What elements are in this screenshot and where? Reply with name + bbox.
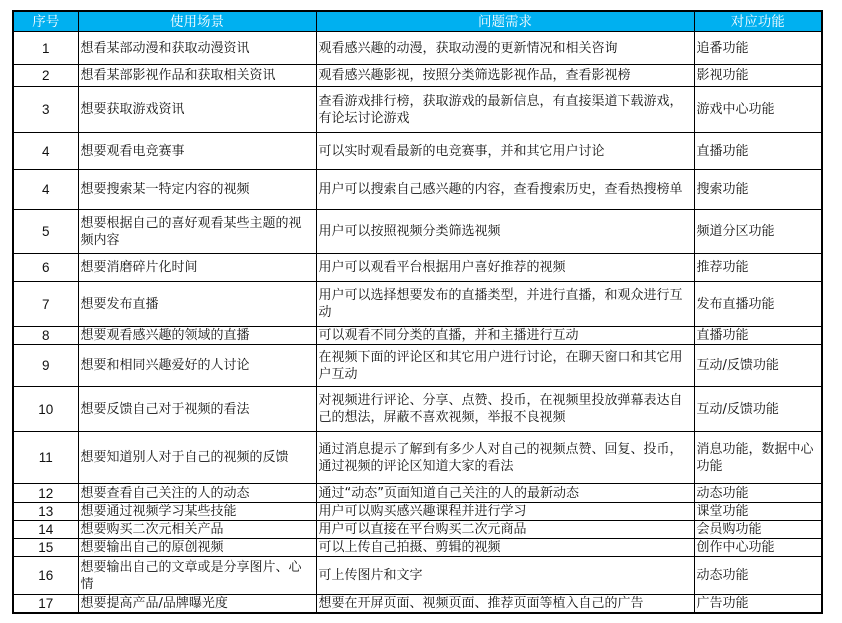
table-body bbox=[13, 32, 822, 614]
row-number: 2 bbox=[13, 65, 78, 87]
row-number: 10 bbox=[13, 387, 78, 432]
header-no: 序号 bbox=[13, 11, 78, 32]
scenario-cell: 想要提高产品/品牌曝光度 bbox=[78, 595, 316, 614]
scenario-cell: 想要反馈自己对于视频的看法 bbox=[78, 387, 316, 432]
scenario-cell: 想要观看电竞赛事 bbox=[78, 133, 316, 170]
header-feature: 对应功能 bbox=[694, 11, 822, 32]
table-row bbox=[13, 345, 822, 387]
need-cell: 用户可以直接在平台购买二次元商品 bbox=[316, 521, 694, 539]
row-number: 3 bbox=[13, 87, 78, 133]
feature-cell: 动态功能 bbox=[694, 484, 822, 503]
table-row bbox=[13, 387, 822, 432]
feature-cell: 搜索功能 bbox=[694, 170, 822, 210]
row-number: 7 bbox=[13, 282, 78, 327]
row-number: 13 bbox=[13, 503, 78, 521]
need-cell: 观看感兴趣影视，按照分类筛选影视作品，查看影视榜 bbox=[316, 65, 694, 87]
table-row bbox=[13, 210, 822, 254]
table-row bbox=[13, 327, 822, 345]
scenario-cell: 想要知道别人对于自己的视频的反馈 bbox=[78, 432, 316, 484]
header-need: 问题需求 bbox=[316, 11, 694, 32]
table-row bbox=[13, 521, 822, 539]
row-number: 11 bbox=[13, 432, 78, 484]
row-number: 5 bbox=[13, 210, 78, 254]
need-cell: 观看感兴趣的动漫，获取动漫的更新情况和相关咨询 bbox=[316, 32, 694, 65]
scenario-cell: 想要查看自己关注的人的动态 bbox=[78, 484, 316, 503]
scenario-cell: 想要消磨碎片化时间 bbox=[78, 254, 316, 282]
table-row bbox=[13, 282, 822, 327]
need-cell: 可以实时观看最新的电竞赛事，并和其它用户讨论 bbox=[316, 133, 694, 170]
scenario-cell: 想要通过视频学习某些技能 bbox=[78, 503, 316, 521]
feature-cell: 追番功能 bbox=[694, 32, 822, 65]
scenario-cell: 想要输出自己的文章或是分享图片、心情 bbox=[78, 557, 316, 595]
row-number: 12 bbox=[13, 484, 78, 503]
table-row bbox=[13, 170, 822, 210]
row-number: 8 bbox=[13, 327, 78, 345]
need-cell: 通过“动态”页面知道自己关注的人的最新动态 bbox=[316, 484, 694, 503]
table-row bbox=[13, 484, 822, 503]
table-row bbox=[13, 539, 822, 557]
row-number: 1 bbox=[13, 32, 78, 65]
need-cell: 对视频进行评论、分享、点赞、投币，在视频里投放弹幕表达自己的想法，屏蔽不喜欢视频，举报不良视频 bbox=[316, 387, 694, 432]
need-cell: 可以上传自己拍摄、剪辑的视频 bbox=[316, 539, 694, 557]
need-cell: 可以观看不同分类的直播，并和主播进行互动 bbox=[316, 327, 694, 345]
feature-cell: 直播功能 bbox=[694, 133, 822, 170]
need-cell: 用户可以按照视频分类筛选视频 bbox=[316, 210, 694, 254]
feature-cell: 游戏中心功能 bbox=[694, 87, 822, 133]
need-cell: 在视频下面的评论区和其它用户进行讨论，在聊天窗口和其它用户互动 bbox=[316, 345, 694, 387]
feature-cell: 互动/反馈功能 bbox=[694, 387, 822, 432]
need-cell: 想要在开屏页面、视频页面、推荐页面等植入自己的广告 bbox=[316, 595, 694, 614]
need-cell: 查看游戏排行榜，获取游戏的最新信息，有直接渠道下载游戏，有论坛讨论游戏 bbox=[316, 87, 694, 133]
need-cell: 用户可以购买感兴趣课程并进行学习 bbox=[316, 503, 694, 521]
scenario-cell: 想要观看感兴趣的领域的直播 bbox=[78, 327, 316, 345]
table-row bbox=[13, 432, 822, 484]
table-row bbox=[13, 595, 822, 614]
table-row bbox=[13, 32, 822, 65]
scenario-cell: 想要购买二次元相关产品 bbox=[78, 521, 316, 539]
feature-cell: 直播功能 bbox=[694, 327, 822, 345]
row-number: 16 bbox=[13, 557, 78, 595]
feature-cell: 广告功能 bbox=[694, 595, 822, 614]
table-row bbox=[13, 254, 822, 282]
need-cell: 用户可以搜索自己感兴趣的内容，查看搜索历史，查看热搜榜单 bbox=[316, 170, 694, 210]
row-number: 6 bbox=[13, 254, 78, 282]
feature-cell: 消息功能，数据中心功能 bbox=[694, 432, 822, 484]
scenario-cell: 想看某部动漫和获取动漫资讯 bbox=[78, 32, 316, 65]
feature-cell: 互动/反馈功能 bbox=[694, 345, 822, 387]
scenario-cell: 想要输出自己的原创视频 bbox=[78, 539, 316, 557]
need-cell: 用户可以选择想要发布的直播类型，并进行直播，和观众进行互动 bbox=[316, 282, 694, 327]
table-row bbox=[13, 87, 822, 133]
scenario-cell: 想看某部影视作品和获取相关资讯 bbox=[78, 65, 316, 87]
scenario-cell: 想要获取游戏资讯 bbox=[78, 87, 316, 133]
scenario-cell: 想要搜索某一特定内容的视频 bbox=[78, 170, 316, 210]
row-number: 15 bbox=[13, 539, 78, 557]
feature-cell: 创作中心功能 bbox=[694, 539, 822, 557]
header-scenario: 使用场景 bbox=[78, 11, 316, 32]
need-cell: 用户可以观看平台根据用户喜好推荐的视频 bbox=[316, 254, 694, 282]
feature-cell: 课堂功能 bbox=[694, 503, 822, 521]
table-row bbox=[13, 557, 822, 595]
feature-cell: 会员购功能 bbox=[694, 521, 822, 539]
table-row bbox=[13, 503, 822, 521]
feature-cell: 动态功能 bbox=[694, 557, 822, 595]
scenario-cell: 想要和相同兴趣爱好的人讨论 bbox=[78, 345, 316, 387]
scenario-cell: 想要发布直播 bbox=[78, 282, 316, 327]
row-number: 9 bbox=[13, 345, 78, 387]
requirements-table bbox=[12, 10, 823, 614]
row-number: 4 bbox=[13, 133, 78, 170]
table-row bbox=[13, 133, 822, 170]
feature-cell: 推荐功能 bbox=[694, 254, 822, 282]
need-cell: 通过消息提示了解到有多少人对自己的视频点赞、回复、投币，通过视频的评论区知道大家的看法 bbox=[316, 432, 694, 484]
header-row bbox=[13, 11, 822, 32]
need-cell: 可上传图片和文字 bbox=[316, 557, 694, 595]
row-number: 14 bbox=[13, 521, 78, 539]
table-row bbox=[13, 65, 822, 87]
feature-cell: 频道分区功能 bbox=[694, 210, 822, 254]
feature-cell: 影视功能 bbox=[694, 65, 822, 87]
scenario-cell: 想要根据自己的喜好观看某些主题的视频内容 bbox=[78, 210, 316, 254]
row-number: 17 bbox=[13, 595, 78, 614]
feature-cell: 发布直播功能 bbox=[694, 282, 822, 327]
row-number: 4 bbox=[13, 170, 78, 210]
